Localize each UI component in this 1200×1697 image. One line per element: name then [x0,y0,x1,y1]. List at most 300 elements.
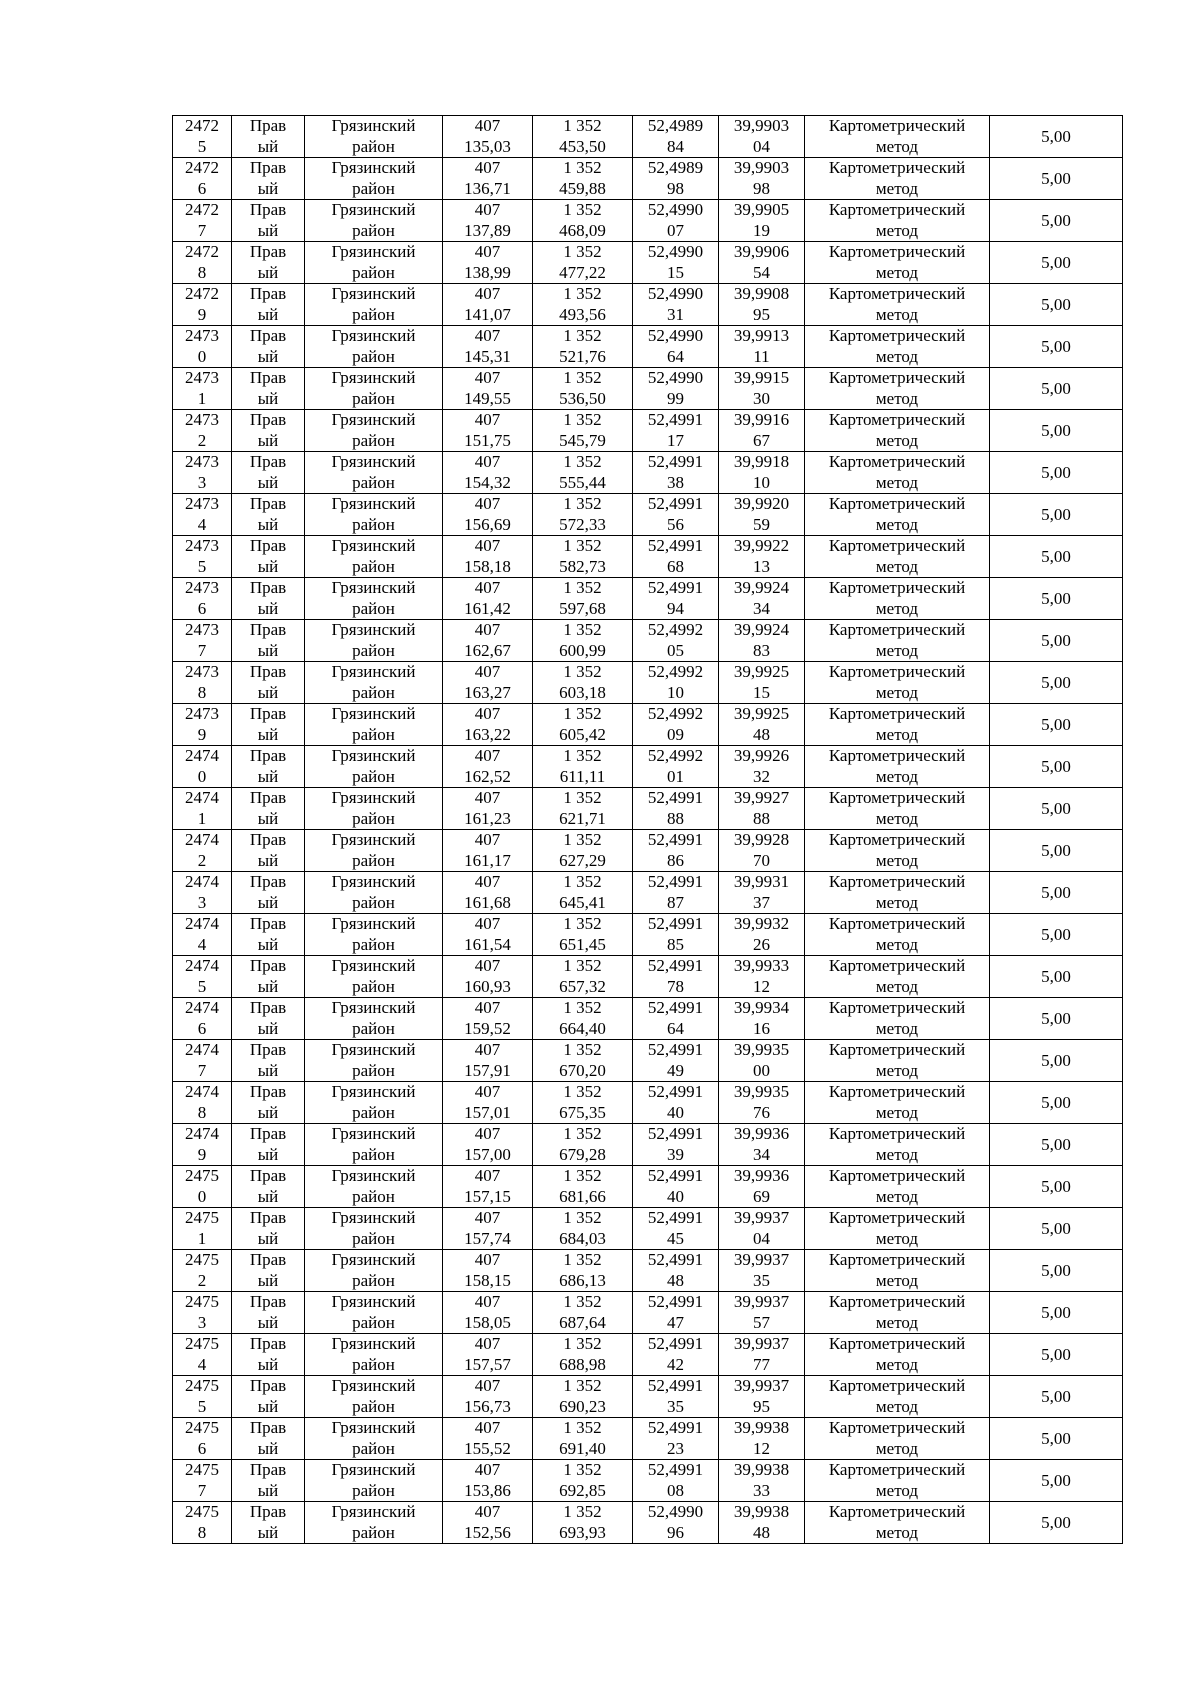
longitude-cell [719,158,805,200]
point-number-cell [173,662,232,704]
coord-x-cell [443,494,533,536]
longitude-line: 32 [753,766,770,786]
point-number-line: 2473 [185,368,219,387]
table-row [173,872,1123,914]
longitude-cell [719,410,805,452]
longitude-cell [719,1502,805,1544]
latitude-line: 52,4989 [647,116,704,135]
longitude-cell [719,326,805,368]
coord-y-cell [533,662,633,704]
point-number-cell [173,1418,232,1460]
longitude-line: 39,9918 [733,452,790,471]
district-line: Грязинский [331,872,416,891]
bank-side-cell [232,242,305,284]
point-number-cell [173,1124,232,1166]
bank-side-line: ый [257,514,279,534]
latitude-line: 88 [667,808,684,828]
table-row [173,1376,1123,1418]
bank-side-cell [232,788,305,830]
bank-side-line: ый [257,1312,279,1332]
accuracy-value: 5,00 [1041,757,1071,776]
point-number-line: 1 [197,388,207,408]
point-number-line: 8 [197,1522,207,1542]
coord-y-line: 1 352 [563,578,602,597]
coord-x-line: 162,52 [464,766,511,786]
latitude-line: 52,4989 [647,158,704,177]
bank-side-line: Прав [249,746,287,765]
bank-side-line: Прав [249,662,287,681]
bank-side-line: ый [257,1060,279,1080]
point-number-line: 2474 [185,914,219,933]
longitude-cell [719,242,805,284]
method-line: Картометрический [828,284,966,303]
latitude-cell [633,452,719,494]
method-line: Картометрический [828,1040,966,1059]
latitude-cell [633,704,719,746]
district-cell [305,1124,443,1166]
district-line: Грязинский [331,1208,416,1227]
point-number-cell [173,1082,232,1124]
longitude-line: 34 [753,598,770,618]
coord-x-cell [443,536,533,578]
coord-x-line: 156,69 [464,514,511,534]
coord-y-line: 1 352 [563,872,602,891]
accuracy-value: 5,00 [1041,673,1071,692]
coord-y-line: 1 352 [563,1418,602,1437]
point-number-line: 2474 [185,1124,219,1143]
coord-x-line: 407 [474,1334,501,1353]
table-row [173,116,1123,158]
accuracy-value: 5,00 [1041,1177,1071,1196]
point-number-line: 2473 [185,662,219,681]
longitude-line: 95 [753,1396,770,1416]
method-line: метод [875,1018,919,1038]
longitude-line: 39,9931 [733,872,790,891]
coord-y-cell [533,788,633,830]
point-number-line: 5 [197,556,207,576]
district-line: Грязинский [331,1040,416,1059]
coord-x-line: 152,56 [464,1522,511,1542]
bank-side-cell [232,452,305,494]
district-line: район [352,514,395,534]
coord-y-line: 1 352 [563,914,602,933]
method-line: метод [875,388,919,408]
point-number-cell [173,326,232,368]
district-cell [305,788,443,830]
method-cell [805,1208,990,1250]
bank-side-line: Прав [249,872,287,891]
point-number-line: 2473 [185,326,219,345]
coord-x-line: 153,86 [464,1480,511,1500]
point-number-line: 2474 [185,1082,219,1101]
coord-x-cell [443,746,533,788]
coord-x-line: 407 [474,452,501,471]
point-number-line: 2473 [185,410,219,429]
longitude-line: 39,9905 [733,200,790,219]
bank-side-line: Прав [249,1166,287,1185]
district-cell [305,998,443,1040]
district-line: Грязинский [331,158,416,177]
latitude-line: 52,4990 [647,1502,704,1521]
point-number-cell [173,116,232,158]
accuracy-value: 5,00 [1041,547,1071,566]
method-line: метод [875,640,919,660]
bank-side-line: ый [257,1354,279,1374]
coord-y-cell [533,326,633,368]
district-cell [305,620,443,662]
longitude-cell [719,830,805,872]
latitude-line: 52,4990 [647,326,704,345]
bank-side-line: ый [257,976,279,996]
district-line: Грязинский [331,200,416,219]
accuracy-cell [990,494,1123,536]
longitude-line: 76 [753,1102,770,1122]
accuracy-cell [990,872,1123,914]
longitude-line: 12 [753,1438,770,1458]
method-line: метод [875,598,919,618]
district-line: район [352,178,395,198]
coord-x-line: 407 [474,746,501,765]
longitude-line: 39,9903 [733,116,790,135]
coord-y-line: 675,35 [559,1102,606,1122]
point-number-cell [173,368,232,410]
coord-y-line: 1 352 [563,830,602,849]
point-number-cell [173,872,232,914]
longitude-line: 95 [753,304,770,324]
coord-x-line: 407 [474,1418,501,1437]
method-line: Картометрический [828,1250,966,1269]
latitude-line: 40 [667,1102,684,1122]
coord-x-line: 160,93 [464,976,511,996]
point-number-cell [173,242,232,284]
bank-side-line: Прав [249,284,287,303]
coord-y-cell [533,830,633,872]
latitude-cell [633,326,719,368]
coord-y-line: 545,79 [559,430,606,450]
coord-y-cell [533,116,633,158]
method-line: Картометрический [828,1460,966,1479]
latitude-cell [633,872,719,914]
coord-x-cell [443,1124,533,1166]
accuracy-cell [990,662,1123,704]
accuracy-value: 5,00 [1041,463,1071,482]
accuracy-cell [990,368,1123,410]
district-cell [305,1502,443,1544]
coord-x-line: 407 [474,872,501,891]
longitude-line: 39,9915 [733,368,790,387]
coord-y-cell [533,956,633,998]
coord-x-line: 161,42 [464,598,511,618]
coord-x-line: 158,18 [464,556,511,576]
longitude-cell [719,368,805,410]
latitude-cell [633,1208,719,1250]
longitude-line: 39,9937 [733,1208,790,1227]
latitude-cell [633,620,719,662]
coord-y-line: 1 352 [563,1208,602,1227]
coord-x-cell [443,326,533,368]
coord-x-cell [443,1460,533,1502]
table-row [173,200,1123,242]
point-number-cell [173,452,232,494]
latitude-cell [633,788,719,830]
coord-y-line: 692,85 [559,1480,606,1500]
accuracy-cell [990,1040,1123,1082]
coord-x-line: 407 [474,1502,501,1521]
coord-x-cell [443,1082,533,1124]
bank-side-line: ый [257,472,279,492]
point-number-line: 2474 [185,830,219,849]
accuracy-value: 5,00 [1041,1219,1071,1238]
method-cell [805,1124,990,1166]
district-cell [305,368,443,410]
latitude-line: 52,4991 [647,1250,704,1269]
bank-side-line: Прав [249,578,287,597]
latitude-line: 96 [667,1522,684,1542]
point-number-line: 2475 [185,1376,219,1395]
coord-y-line: 572,33 [559,514,606,534]
method-cell [805,242,990,284]
point-number-line: 5 [197,976,207,996]
longitude-cell [719,1250,805,1292]
latitude-line: 52,4991 [647,1292,704,1311]
method-line: метод [875,1270,919,1290]
point-number-line: 2475 [185,1334,219,1353]
bank-side-line: ый [257,1144,279,1164]
district-cell [305,872,443,914]
longitude-line: 39,9938 [733,1502,790,1521]
coord-x-cell [443,116,533,158]
accuracy-cell [990,1166,1123,1208]
coord-y-line: 1 352 [563,200,602,219]
bank-side-cell [232,746,305,788]
accuracy-cell [990,1250,1123,1292]
longitude-line: 54 [753,262,770,282]
coord-y-line: 651,45 [559,934,606,954]
district-line: Грязинский [331,1250,416,1269]
point-number-cell [173,200,232,242]
point-number-line: 7 [197,640,207,660]
coord-y-line: 691,40 [559,1438,606,1458]
district-line: район [352,598,395,618]
method-line: метод [875,1060,919,1080]
longitude-line: 39,9908 [733,284,790,303]
point-number-line: 2474 [185,956,219,975]
accuracy-cell [990,158,1123,200]
longitude-cell [719,1334,805,1376]
latitude-line: 56 [667,514,684,534]
coord-x-line: 157,15 [464,1186,511,1206]
latitude-line: 52,4991 [647,1166,704,1185]
latitude-cell [633,746,719,788]
point-number-line: 7 [197,220,207,240]
table-row [173,662,1123,704]
coord-y-line: 1 352 [563,704,602,723]
latitude-line: 52,4991 [647,830,704,849]
bank-side-line: Прав [249,956,287,975]
point-number-cell [173,1334,232,1376]
latitude-cell [633,578,719,620]
longitude-cell [719,284,805,326]
coord-y-line: 1 352 [563,620,602,639]
coord-x-line: 162,67 [464,640,511,660]
method-line: метод [875,1522,919,1542]
bank-side-line: Прав [249,704,287,723]
coordinates-table [172,115,1123,1544]
latitude-line: 39 [667,1144,684,1164]
method-cell [805,956,990,998]
longitude-line: 39,9916 [733,410,790,429]
coord-x-line: 149,55 [464,388,511,408]
method-line: метод [875,1228,919,1248]
coord-y-line: 627,29 [559,850,606,870]
method-line: метод [875,934,919,954]
coord-x-line: 407 [474,1166,501,1185]
coord-x-cell [443,956,533,998]
accuracy-cell [990,326,1123,368]
method-cell [805,1376,990,1418]
latitude-cell [633,830,719,872]
latitude-line: 52,4991 [647,452,704,471]
coord-y-line: 605,42 [559,724,606,744]
point-number-line: 2475 [185,1292,219,1311]
coord-y-line: 1 352 [563,1082,602,1101]
coord-x-line: 163,27 [464,682,511,702]
longitude-line: 77 [753,1354,770,1374]
point-number-cell [173,494,232,536]
method-cell [805,284,990,326]
table-row [173,1166,1123,1208]
district-line: Грязинский [331,1460,416,1479]
coord-x-line: 161,23 [464,808,511,828]
latitude-cell [633,956,719,998]
district-line: район [352,304,395,324]
longitude-line: 39,9937 [733,1376,790,1395]
longitude-line: 39,9927 [733,788,790,807]
point-number-line: 1 [197,1228,207,1248]
coord-y-line: 1 352 [563,746,602,765]
longitude-line: 48 [753,724,770,744]
bank-side-line: ый [257,430,279,450]
accuracy-value: 5,00 [1041,169,1071,188]
coord-y-line: 1 352 [563,1292,602,1311]
longitude-cell [719,578,805,620]
longitude-line: 39,9937 [733,1334,790,1353]
district-line: Грязинский [331,1502,416,1521]
table-row [173,410,1123,452]
point-number-line: 6 [197,1438,207,1458]
district-line: Грязинский [331,620,416,639]
latitude-line: 52,4991 [647,410,704,429]
method-line: Картометрический [828,158,966,177]
latitude-line: 52,4991 [647,1376,704,1395]
accuracy-cell [990,1334,1123,1376]
accuracy-cell [990,746,1123,788]
latitude-line: 49 [667,1060,684,1080]
table-row [173,1460,1123,1502]
coord-y-line: 1 352 [563,410,602,429]
district-line: Грязинский [331,410,416,429]
coord-x-line: 407 [474,326,501,345]
longitude-cell [719,1082,805,1124]
point-number-cell [173,1502,232,1544]
method-line: метод [875,808,919,828]
method-line: метод [875,1144,919,1164]
coord-y-cell [533,1250,633,1292]
latitude-line: 52,4992 [647,662,704,681]
district-line: район [352,1186,395,1206]
coord-y-cell [533,1460,633,1502]
coord-y-line: 453,50 [559,136,606,156]
bank-side-line: ый [257,220,279,240]
bank-side-cell [232,1250,305,1292]
coord-y-line: 690,23 [559,1396,606,1416]
latitude-cell [633,662,719,704]
coord-y-cell [533,1040,633,1082]
point-number-cell [173,410,232,452]
accuracy-value: 5,00 [1041,1471,1071,1490]
point-number-line: 2472 [185,242,219,261]
accuracy-cell [990,1502,1123,1544]
method-cell [805,494,990,536]
longitude-line: 39,9938 [733,1418,790,1437]
district-line: Грязинский [331,284,416,303]
point-number-cell [173,1250,232,1292]
coord-y-cell [533,200,633,242]
bank-side-line: ый [257,1270,279,1290]
longitude-cell [719,452,805,494]
coord-x-line: 136,71 [464,178,511,198]
latitude-line: 52,4992 [647,746,704,765]
latitude-line: 52,4991 [647,998,704,1017]
bank-side-line: Прав [249,998,287,1017]
coord-y-line: 536,50 [559,388,606,408]
longitude-line: 39,9913 [733,326,790,345]
point-number-cell [173,536,232,578]
coord-y-line: 1 352 [563,1166,602,1185]
district-line: район [352,724,395,744]
bank-side-cell [232,326,305,368]
bank-side-line: Прав [249,494,287,513]
method-cell [805,1166,990,1208]
point-number-line: 2473 [185,704,219,723]
point-number-line: 2475 [185,1502,219,1521]
bank-side-cell [232,158,305,200]
table-row [173,998,1123,1040]
accuracy-value: 5,00 [1041,253,1071,272]
coord-y-line: 1 352 [563,284,602,303]
latitude-line: 86 [667,850,684,870]
method-line: метод [875,514,919,534]
table-row [173,1124,1123,1166]
bank-side-line: ый [257,808,279,828]
point-number-cell [173,704,232,746]
bank-side-line: Прав [249,788,287,807]
coord-x-cell [443,704,533,746]
district-line: район [352,388,395,408]
accuracy-value: 5,00 [1041,841,1071,860]
longitude-cell [719,1208,805,1250]
point-number-line: 2473 [185,494,219,513]
accuracy-value: 5,00 [1041,337,1071,356]
district-line: район [352,1480,395,1500]
coord-x-cell [443,242,533,284]
district-cell [305,452,443,494]
point-number-cell [173,1040,232,1082]
latitude-line: 52,4991 [647,1334,704,1353]
coord-y-line: 681,66 [559,1186,606,1206]
point-number-line: 3 [197,1312,207,1332]
method-cell [805,1502,990,1544]
